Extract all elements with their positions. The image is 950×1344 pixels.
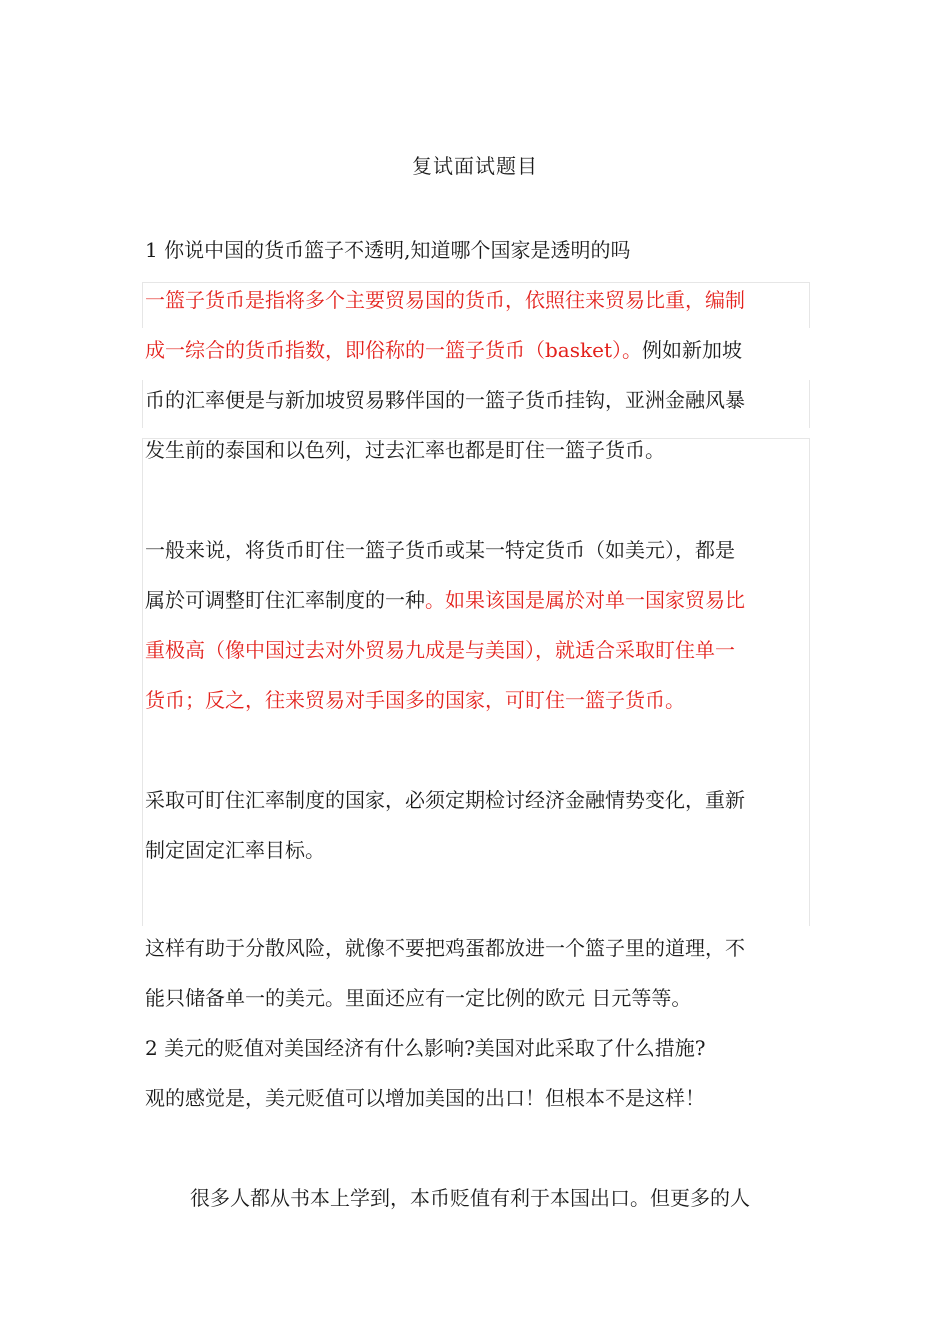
para1-line4: 发生前的泰国和以色列，过去汇率也都是盯住一篮子货币。: [145, 438, 665, 462]
page-title: 复试面试题目: [412, 154, 538, 178]
question-1: 1 你说中国的货币篮子不透明,知道哪个国家是透明的吗: [145, 238, 631, 262]
para1-line3: 币的汇率便是与新加坡贸易夥伴国的一篮子货币挂钩，亚洲金融风暴: [145, 388, 745, 412]
para2-line2-red: 。如果该国是属於对单一国家贸易比: [425, 588, 745, 612]
para2-line1: 一般来说，将货币盯住一篮子货币或某一特定货币（如美元），都是: [145, 538, 735, 562]
answer2-line1: 观的感觉是，美元贬值可以增加美国的出口！但根本不是这样！: [145, 1086, 705, 1110]
question-2: 2 美元的贬值对美国经济有什么影响?美国对此采取了什么措施?: [145, 1036, 706, 1060]
para1-line1: 一篮子货币是指将多个主要贸易国的货币，依照往来贸易比重，编制: [145, 288, 745, 312]
para3-line1: 采取可盯住汇率制度的国家，必须定期检讨经济金融情势变化，重新: [145, 788, 745, 812]
para1-line2: [145, 336, 810, 364]
para4-line1: 这样有助于分散风险，就像不要把鸡蛋都放进一个篮子里的道理，不: [145, 936, 745, 960]
para2-line4: 货币；反之，往来贸易对手国多的国家，可盯住一篮子货币。: [145, 688, 685, 712]
para2-line2-black: 属於可调整盯住汇率制度的一种: [145, 588, 425, 612]
para2-line2: [145, 586, 810, 614]
para2-line3: 重极高（像中国过去对外贸易九成是与美国），就适合采取盯住单一: [145, 638, 735, 662]
para4-line2: 能只储备单一的美元。里面还应有一定比例的欧元 日元等等。: [145, 986, 692, 1010]
para3-line2: 制定固定汇率目标。: [145, 838, 325, 862]
answer2-line2: 很多人都从书本上学到，本币贬值有利于本国出口。但更多的人: [190, 1186, 750, 1210]
para1-line2-black: 例如新加坡: [641, 338, 742, 362]
para1-line2-red: 成一综合的货币指数，即俗称的一篮子货币（basket）。: [145, 338, 642, 362]
